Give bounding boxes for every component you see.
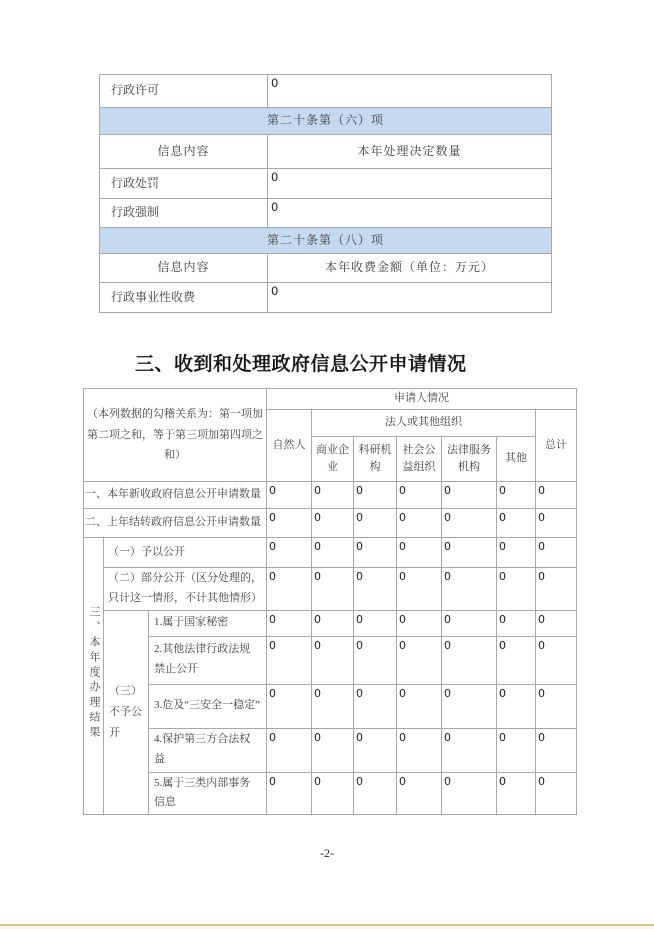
value-cell: 0	[442, 728, 497, 772]
row-label: 行政许可	[100, 75, 268, 108]
column-header: 社会公益组织	[397, 437, 442, 482]
value-cell: 0	[497, 772, 536, 815]
value-cell: 0	[442, 482, 497, 509]
value-cell: 0	[267, 538, 312, 568]
value-cell: 0	[268, 75, 552, 108]
header-row	[100, 135, 552, 169]
value-cell: 0	[497, 568, 536, 611]
row-label: 行政事业性收费	[100, 283, 268, 313]
value-cell: 0	[536, 684, 577, 728]
column-header: 科研机构	[354, 437, 397, 482]
column-header: 自然人	[267, 410, 312, 482]
value-cell: 0	[397, 482, 442, 509]
table-row	[100, 283, 552, 313]
row-label: （二）部分公开（区分处理的，只计这一情形，不计其他情形）	[104, 568, 267, 611]
value-cell: 0	[536, 728, 577, 772]
value-cell: 0	[267, 772, 312, 815]
value-cell: 0	[397, 636, 442, 684]
table-row	[84, 610, 577, 636]
value-cell: 0	[442, 509, 497, 538]
table-row	[84, 636, 577, 684]
column-header: 本年收费金额（单位：万元）	[268, 254, 552, 283]
value-cell: 0	[354, 728, 397, 772]
column-header: 法律服务机构	[442, 437, 497, 482]
value-cell: 0	[354, 636, 397, 684]
value-cell: 0	[536, 509, 577, 538]
section-band: 第二十条第（八）项	[100, 228, 552, 254]
value-cell: 0	[497, 728, 536, 772]
value-cell: 0	[536, 482, 577, 509]
value-cell: 0	[268, 199, 552, 228]
row-label: 2.其他法律行政法规禁止公开	[149, 636, 267, 684]
value-cell: 0	[442, 610, 497, 636]
value-cell: 0	[397, 538, 442, 568]
request-handling-table	[83, 388, 577, 815]
value-cell: 0	[267, 636, 312, 684]
column-header: 信息内容	[100, 135, 268, 169]
section-band-row	[100, 108, 552, 135]
value-cell: 0	[312, 482, 354, 509]
table-row	[100, 199, 552, 228]
column-header: 其他	[497, 437, 536, 482]
column-header: 信息内容	[100, 254, 268, 283]
value-cell: 0	[312, 509, 354, 538]
value-cell: 0	[442, 684, 497, 728]
table-row	[84, 482, 577, 509]
value-cell: 0	[536, 538, 577, 568]
row-label: 5.属于三类内部事务信息	[149, 772, 267, 815]
section-band: 第二十条第（六）项	[100, 108, 552, 135]
value-cell: 0	[354, 772, 397, 815]
table-row	[84, 728, 577, 772]
row-group-label	[84, 538, 104, 815]
value-cell: 0	[312, 610, 354, 636]
value-cell: 0	[312, 568, 354, 611]
vertical-group-label: 三、本年度办理结果	[88, 605, 101, 741]
value-cell: 0	[536, 610, 577, 636]
row-label: 一、本年新收政府信息公开申请数量	[84, 482, 267, 509]
value-cell: 0	[536, 636, 577, 684]
column-header: 商业企业	[312, 437, 354, 482]
value-cell: 0	[536, 568, 577, 611]
value-cell: 0	[397, 610, 442, 636]
column-header: 总计	[536, 410, 577, 482]
table-row	[100, 75, 552, 108]
value-cell: 0	[536, 772, 577, 815]
row-label: （一）予以公开	[104, 538, 267, 568]
table-row	[84, 568, 577, 611]
section-band-row	[100, 228, 552, 254]
column-header: 法人或其他组织	[312, 410, 536, 437]
row-label: 4.保护第三方合法权益	[149, 728, 267, 772]
value-cell: 0	[268, 283, 552, 313]
value-cell: 0	[267, 610, 312, 636]
value-cell: 0	[397, 728, 442, 772]
value-cell: 0	[397, 684, 442, 728]
value-cell: 0	[397, 772, 442, 815]
value-cell: 0	[267, 482, 312, 509]
value-cell: 0	[267, 684, 312, 728]
row-label: 二、上年结转政府信息公开申请数量	[84, 509, 267, 538]
article-20-table	[99, 74, 552, 313]
value-cell: 0	[442, 772, 497, 815]
table-row	[84, 509, 577, 538]
column-header: 本年处理决定数量	[268, 135, 552, 169]
value-cell: 0	[397, 568, 442, 611]
row-group-label: （三）不予公开	[104, 610, 149, 815]
table-row	[84, 538, 577, 568]
note-cell: （本列数据的勾稽关系为：第一项加第二项之和，等于第三项加第四项之和）	[84, 389, 267, 482]
value-cell: 0	[268, 169, 552, 199]
row-label: 行政处罚	[100, 169, 268, 199]
table-row	[84, 684, 577, 728]
value-cell: 0	[312, 538, 354, 568]
value-cell: 0	[354, 482, 397, 509]
value-cell: 0	[354, 684, 397, 728]
table-row	[84, 772, 577, 815]
page-number: -2-	[320, 846, 334, 860]
value-cell: 0	[354, 568, 397, 611]
value-cell: 0	[497, 636, 536, 684]
row-label: 行政强制	[100, 199, 268, 228]
value-cell: 0	[442, 568, 497, 611]
value-cell: 0	[312, 636, 354, 684]
value-cell: 0	[354, 538, 397, 568]
value-cell: 0	[312, 772, 354, 815]
value-cell: 0	[497, 610, 536, 636]
value-cell: 0	[497, 509, 536, 538]
value-cell: 0	[354, 509, 397, 538]
row-label: 1.属于国家秘密	[149, 610, 267, 636]
value-cell: 0	[442, 538, 497, 568]
value-cell: 0	[312, 728, 354, 772]
table-row	[100, 169, 552, 199]
value-cell: 0	[267, 728, 312, 772]
value-cell: 0	[397, 509, 442, 538]
value-cell: 0	[267, 509, 312, 538]
value-cell: 0	[312, 684, 354, 728]
value-cell: 0	[267, 568, 312, 611]
section-heading: 三、收到和处理政府信息公开申请情况	[135, 354, 467, 375]
value-cell: 0	[497, 482, 536, 509]
column-header: 申请人情况	[267, 389, 577, 410]
header-row	[100, 254, 552, 283]
value-cell: 0	[442, 636, 497, 684]
value-cell: 0	[497, 538, 536, 568]
header-row	[84, 389, 577, 410]
row-label: 3.危及“三安全一稳定”	[149, 684, 267, 728]
value-cell: 0	[354, 610, 397, 636]
value-cell: 0	[497, 684, 536, 728]
